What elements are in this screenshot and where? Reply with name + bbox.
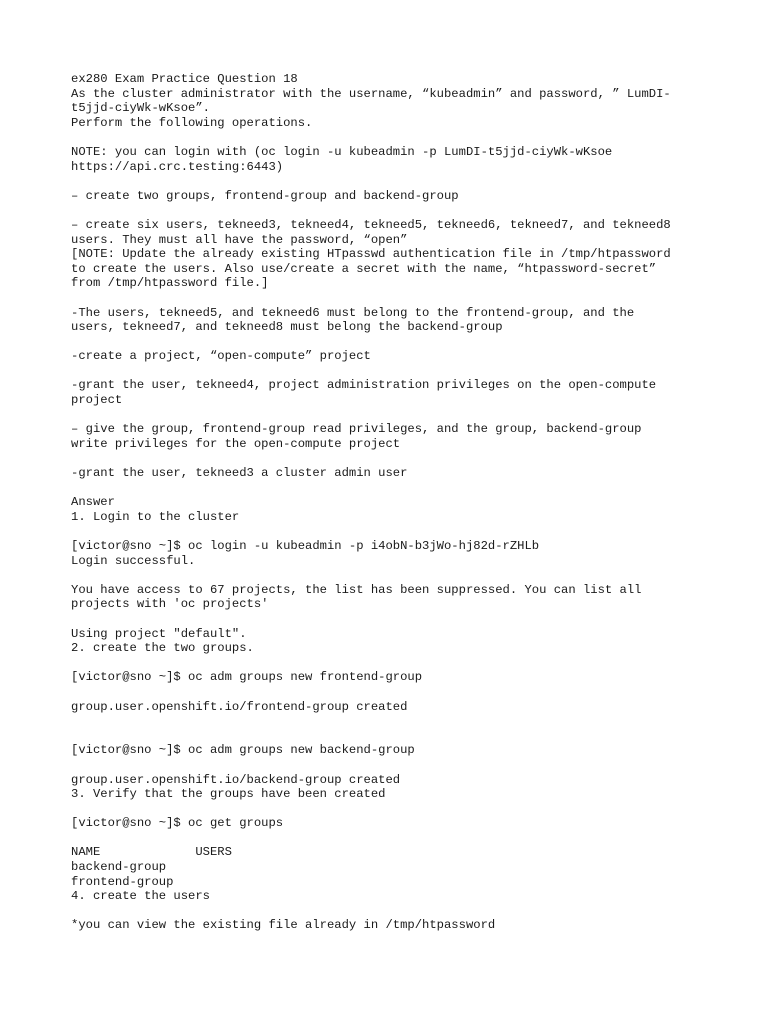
step-4: 4. create the users [71, 889, 210, 904]
intro-line: t5jjd-ciyWk-wKsoe”. [71, 101, 210, 116]
task-users-line: – create six users, tekneed3, tekneed4, tekneed5, tekneed6, tekneed7, and tekneed8 [71, 217, 671, 232]
step-2: 2. create the two groups. [71, 641, 254, 656]
using-project: Using project "default". [71, 626, 247, 641]
answer-heading: Answer [71, 495, 115, 510]
task-group-privs-line: write privileges for the open-compute project [71, 436, 401, 451]
document-page [71, 72, 711, 933]
cmd-login: [victor@sno ~]$ oc login -u kubeadmin -p i4obN-b3jWo-hj82d-rZHLb [71, 539, 540, 553]
note-login-line: NOTE: you can login with (oc login -u kubeadmin -p LumDI-t5jjd-ciyWk-wKsoe [71, 144, 613, 159]
note-login-line: https://api.crc.testing:6443) [71, 159, 284, 174]
step-3: 3. Verify that the groups have been created [71, 787, 386, 802]
projects-msg-line: You have access to 67 projects, the list has been suppressed. You can list all [71, 582, 642, 597]
task-admin-line: -grant the user, tekneed4, project administration privileges on the open-compute [71, 378, 657, 393]
task-cluster-admin: -grant the user, tekneed3 a cluster admin user [71, 466, 408, 481]
frontend-created: group.user.openshift.io/frontend-group created [71, 699, 408, 714]
projects-msg-line: projects with 'oc projects' [71, 597, 269, 612]
step-1: 1. Login to the cluster [71, 509, 240, 524]
groups-table-row: backend-group [71, 860, 167, 875]
task-users-line: to create the users. Also use/create a secret with the name, “htpassword-secret” [71, 261, 657, 276]
groups-table-row: frontend-group [71, 874, 174, 889]
task-membership-line: -The users, tekneed5, and tekneed6 must belong to the frontend-group, and the [71, 305, 635, 320]
task-groups: – create two groups, frontend-group and backend-group [71, 188, 459, 203]
task-group-privs-line: – give the group, frontend-group read privileges, and the group, backend-group [71, 422, 642, 437]
cmd-frontend: [victor@sno ~]$ oc adm groups new frontend-group [71, 670, 423, 685]
task-users-line: from /tmp/htpassword file.] [71, 276, 269, 291]
intro-line: Perform the following operations. [71, 115, 313, 130]
task-membership-line: users, tekneed7, and tekneed8 must belong the backend-group [71, 320, 503, 335]
cmd-backend: [victor@sno ~]$ oc adm groups new backend-group [71, 743, 415, 758]
view-file-note: *you can view the existing file already in /tmp/htpassword [71, 918, 496, 933]
intro-line: As the cluster administrator with the username, “kubeadmin” and password, ” LumDI- [71, 86, 671, 101]
login-success: Login successful. [71, 553, 196, 568]
cmd-get-groups: [victor@sno ~]$ oc get groups [71, 816, 284, 831]
task-admin-line: project [71, 393, 123, 408]
groups-table-header: NAME USERS [71, 845, 232, 860]
task-users-line: users. They must all have the password, “open” [71, 232, 408, 247]
task-users-line: [NOTE: Update the already existing HTpasswd authentication file in /tmp/htpassword [71, 247, 671, 262]
task-project: -create a project, “open-compute” project [71, 349, 371, 364]
backend-created: group.user.openshift.io/backend-group created [71, 772, 401, 787]
document-title: ex280 Exam Practice Question 18 [71, 72, 298, 86]
